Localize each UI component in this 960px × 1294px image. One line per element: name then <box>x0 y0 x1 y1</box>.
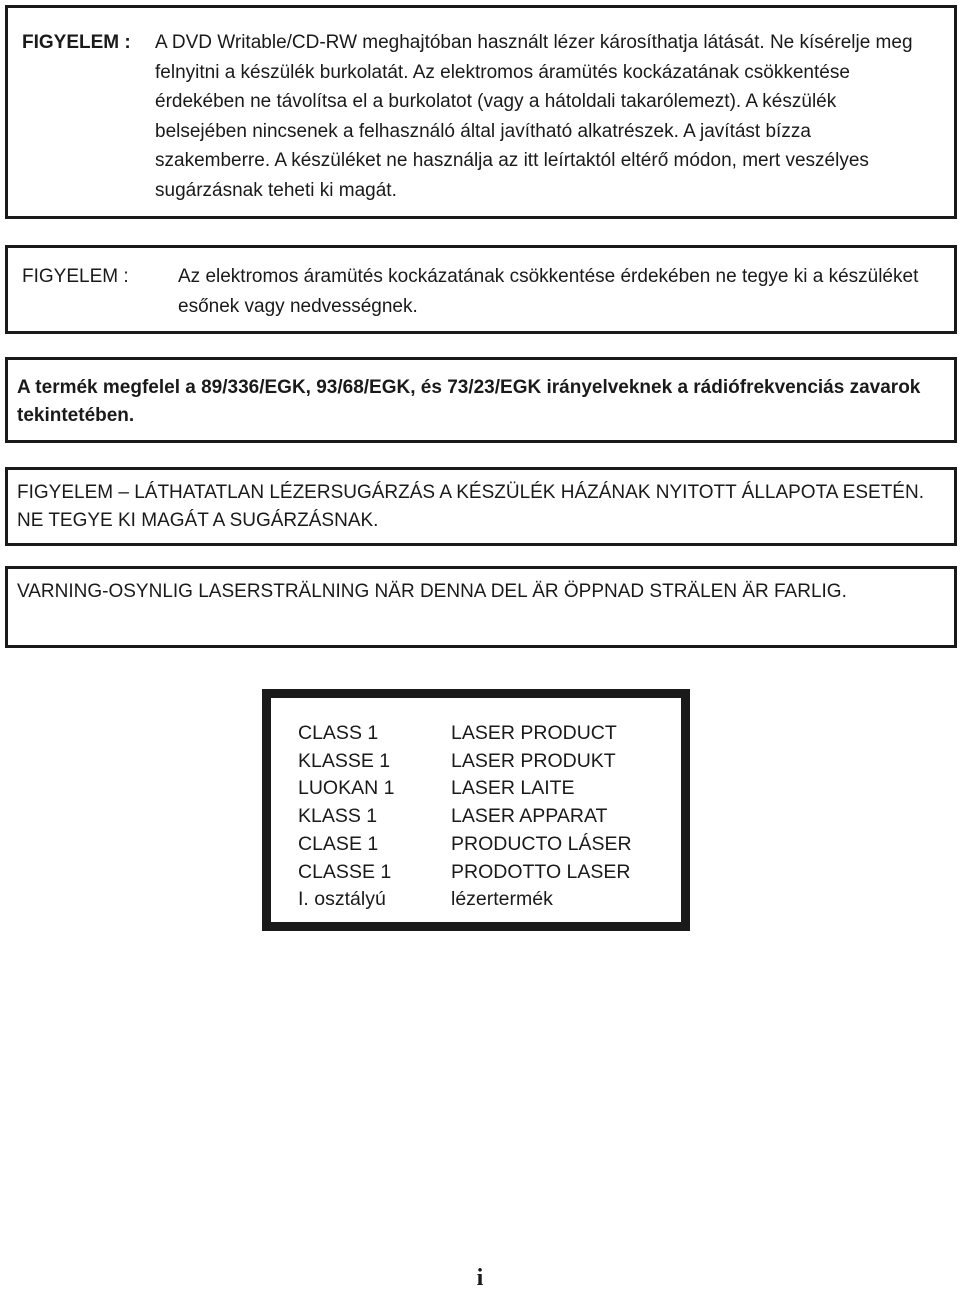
laser-eye-warning-text: A DVD Writable/CD-RW meghajtóban használt lézer károsíthatja látását. Ne kísérelje meg felnyitni a készülék burkolatát. Az elektromos áramütés kockázatának csökkentése érdekében ne távolítsa el a burkolatot (vagy a hátoldali takarólemezt). A készülék belsejében nincsenek a felhasználó által javítható alkatrészek. A javítást bízza szakemberre. A készüléket ne használja az itt leírtaktól eltérő módon, mert veszélyes sugárzásnak teheti ki magát. <box>155 32 913 201</box>
moisture-warning-box <box>5 245 957 334</box>
compliance-notice-box <box>5 357 957 443</box>
moisture-warning-text: Az elektromos áramütés kockázatának csökkentése érdekében ne tegye ki a készüléket esőnek vagy nedvességnek. <box>178 266 919 317</box>
laser-eye-warning-box <box>5 5 957 219</box>
page-number: i <box>476 1265 484 1291</box>
laser-class-text: CLASE 1 <box>298 832 379 855</box>
warning-label: FIGYELEM : <box>22 266 129 287</box>
laser-product-text: LASER PRODUCT <box>451 722 617 744</box>
class-1-laser-product-label <box>262 689 690 931</box>
laser-product-text: LASER PRODUKT <box>451 749 616 772</box>
laser-product-text: PRODUCTO LÁSER <box>451 832 632 855</box>
compliance-notice-text: A termék megfelel a 89/336/EGK, 93/68/EGK, és 73/23/EGK irányelveknek a rádiófrekvenciás zavarok tekintetében. <box>17 377 921 426</box>
laser-radiation-warning-se-box <box>5 566 957 648</box>
laser-radiation-warning-se-text: VARNING-OSYNLIG LASERSTRÄLNING NÄR DENNA DEL ÄR ÖPPNAD STRÄLEN ÄR FARLIG. <box>17 581 847 602</box>
laser-class-text: KLASS 1 <box>298 805 378 828</box>
laser-radiation-warning-hu-text: FIGYELEM – LÁTHATATLAN LÉZERSUGÁRZÁS A KÉSZÜLÉK HÁZÁNAK NYITOTT ÁLLAPOTA ESETÉN. NE TEGYE KI MAGÁT A SUGÁRZÁSNAK. <box>17 482 924 531</box>
laser-class-text: CLASS 1 <box>298 722 379 744</box>
laser-radiation-warning-hu-box <box>5 467 957 546</box>
laser-product-text: LASER LAITE <box>451 777 575 800</box>
laser-product-text: LASER APPARAT <box>451 805 608 828</box>
laser-class-text: KLASSE 1 <box>298 749 391 772</box>
laser-product-text: PRODOTTO LASER <box>451 860 631 883</box>
laser-product-text: lézertermék <box>451 888 553 911</box>
laser-class-text: LUOKAN 1 <box>298 777 395 800</box>
warning-label: FIGYELEM : <box>22 32 131 53</box>
laser-class-text: I. osztályú <box>298 888 386 911</box>
laser-class-text: CLASSE 1 <box>298 860 392 883</box>
